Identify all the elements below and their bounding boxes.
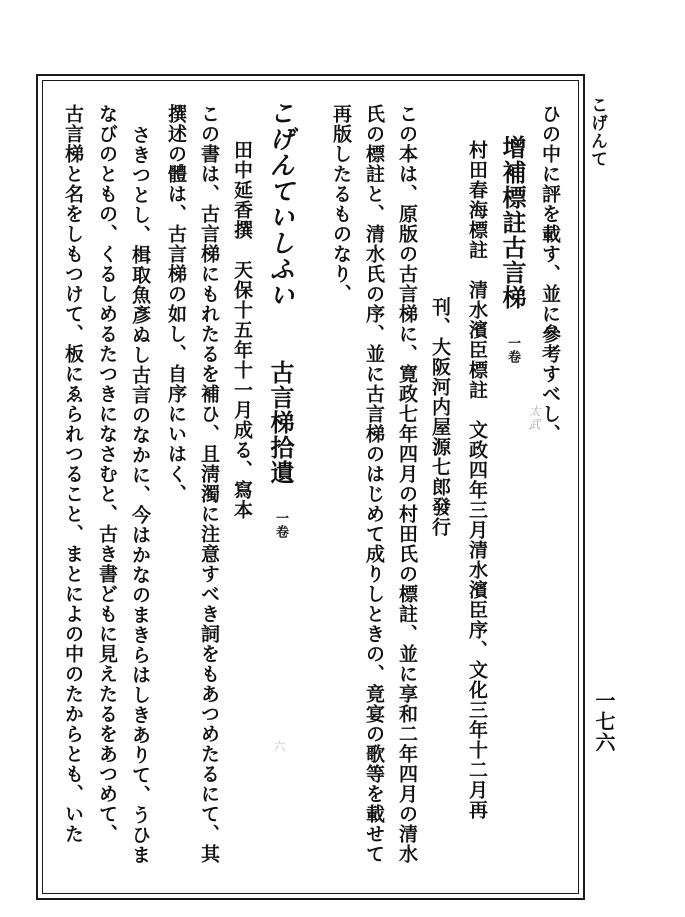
book-title-kogentei-shuui: 古言梯拾遺 [266,360,295,485]
text-column-12: さきつとし、楫取魚彥ぬし古言のなかに、今はかなのまきらはしきありて、うひま [129,125,151,865]
text-column-14: 古言梯と名をしもつけて、板にゑられつること、まとによの中のたからとも、いた [62,104,84,844]
entry-heading-zouho [498,135,527,364]
faint-ink-mark: 六 [272,740,286,753]
entry-reading-kana: こげんていしふい [266,100,295,308]
text-column-3: 村田春海標註 清水濱臣標註 文政四年三月清水濱臣序、文化三年十二月再 [466,140,488,820]
entry-heading-shuui [266,360,295,539]
text-column-9: 田中延香撰 天保十五年十一月成る、寫本 [231,140,253,520]
text-column-6: 氏の標註と、清水氏の序、並に古言梯のはじめて成りしときの、竟宴の歌等を載せて [363,104,385,864]
text-column-1: ひの中に評を載す、並に參考すべし、 [539,104,561,444]
volume-count: 一卷 [505,336,520,364]
book-title-zouho-hyouchuu-kogentei: 增補標註古言梯 [498,135,527,310]
text-column-5: この本は、原版の古言梯に、寛政七年四月の村田氏の標註、並に享和二年四月の清水 [396,104,418,864]
text-column-11: 撰述の體は、古言梯の如し、自序にいはく、 [165,104,187,504]
text-column-10: この書は、古言梯にもれたるを補ひ、且淸濁に注意すべき詞をもあつめたるにて、其 [198,104,220,864]
running-head: こげんて [587,96,607,168]
faint-handwritten-mark: 太武 [527,405,541,431]
volume-count-shuui: 一卷 [273,511,288,539]
page-number: 一七六 [592,690,616,753]
text-column-13: なびのともの、くるしめるたつきになさむと、古き書どもに見えたるをあつめて、 [96,104,118,844]
text-column-7: 再版したるものなり、 [330,104,352,304]
text-column-4: 刊、大阪河内屋源七郎發行 [429,297,451,537]
